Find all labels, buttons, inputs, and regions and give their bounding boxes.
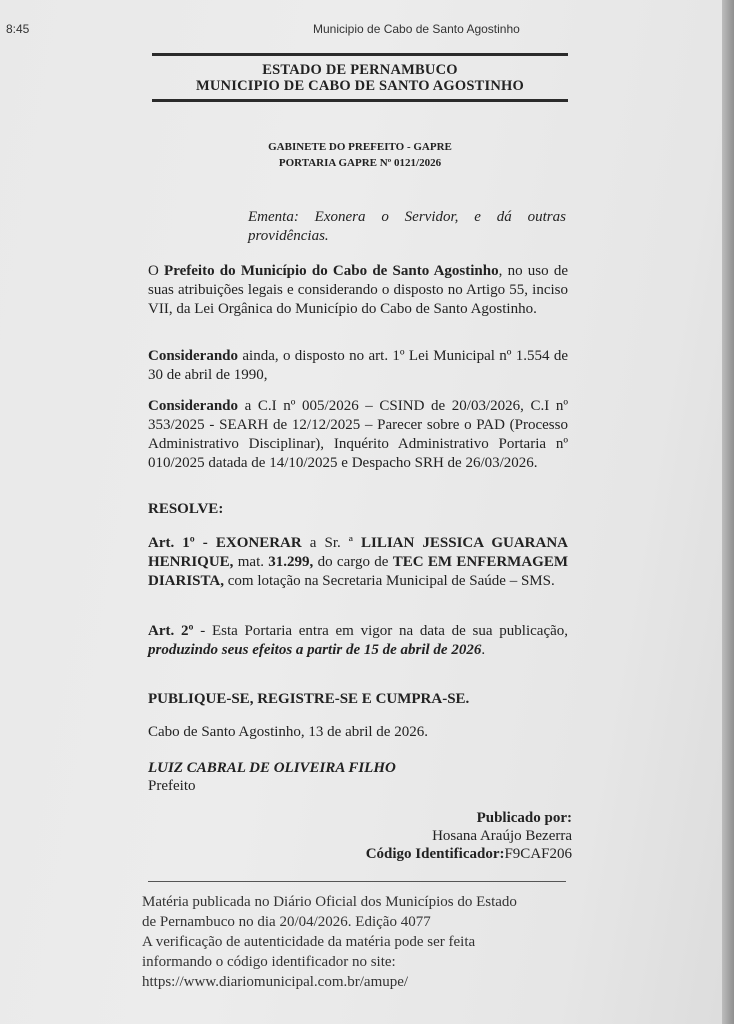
office-title: GABINETE DO PREFEITO - GAPRE — [268, 141, 452, 153]
top-municipality: Municipio de Cabo de Santo Agostinho — [313, 22, 520, 36]
resolve-heading: RESOLVE: — [148, 501, 224, 517]
considerando-1: Considerando ainda, o disposto no art. 1º Lei Municipal nº 1.554 de 30 de abril de 1990, — [148, 348, 568, 383]
time-stamp: 8:45 — [6, 22, 30, 36]
published-by-label: Publicado por: — [476, 810, 572, 826]
intro-paragraph: O Prefeito do Município do Cabo de Santo Agostinho, no uso de suas atribuições legais e considerando o disposto no Artigo 55, inciso VII, da Lei Orgânica do Município do Cabo de Santo Agostinho. — [148, 263, 568, 317]
portaria-number: PORTARIA GAPRE Nº 0121/2026 — [278, 157, 442, 169]
publique-line: PUBLIQUE-SE, REGISTRE-SE E CUMPRA-SE. — [148, 691, 470, 707]
signer-name: LUIZ CABRAL DE OLIVEIRA FILHO — [148, 760, 396, 776]
article-2: Art. 2º - Esta Portaria entra em vigor na data de sua publicação, produzindo seus efeitos a partir de 15 de abril de 2026. — [148, 623, 569, 658]
date-line: Cabo de Santo Agostinho, 13 de abril de 2026. — [148, 724, 428, 740]
header-rule-top — [152, 53, 568, 56]
signer-title: Prefeito — [148, 778, 196, 794]
footer-note: Matéria publicada no Diário Oficial dos Municípios do Estado de Pernambuco no dia 20/04/2026. Edição 4077 A verificação de autenticidade da matéria pode ser feita informando o código identificador no site: https://www.diariomunicipal.com.br/amupe/ — [142, 892, 572, 992]
header-state: ESTADO DE PERNAMBUCO — [262, 62, 458, 78]
publisher-name: Hosana Araújo Bezerra — [432, 828, 572, 844]
page-edge-shadow — [722, 0, 734, 1024]
article-1: Art. 1º - EXONERAR a Sr. ª LILIAN JESSICA GUARANA HENRIQUE, mat. 31.299, do cargo de TEC EM ENFERMAGEM DIARISTA, com lotação na Secretaria Municipal de Saúde – SMS. — [148, 535, 568, 589]
footer-divider — [148, 881, 566, 882]
header-rule-bottom — [152, 99, 568, 102]
identifier-code: Código Identificador:F9CAF206 — [365, 846, 572, 862]
considerando-2: Considerando a C.I nº 005/2026 – CSIND de 20/03/2026, C.I nº 353/2025 - SEARH de 12/12/2025 – Parecer sobre o PAD (Processo Administrativo Disciplinar), Inquérito Administrativo Portaria nº 010/2025 datada de 14/10/2025 e Despacho SRH de 26/03/2026. — [148, 398, 568, 471]
header-municipality: MUNICIPIO DE CABO DE SANTO AGOSTINHO — [196, 78, 524, 94]
intro-bold: Prefeito do Município do Cabo de Santo Agostinho — [164, 263, 499, 279]
ementa: Ementa: Exonera o Servidor, e dá outras providências. — [248, 209, 566, 244]
verification-url: https://www.diariomunicipal.com.br/amupe/ — [142, 974, 409, 990]
